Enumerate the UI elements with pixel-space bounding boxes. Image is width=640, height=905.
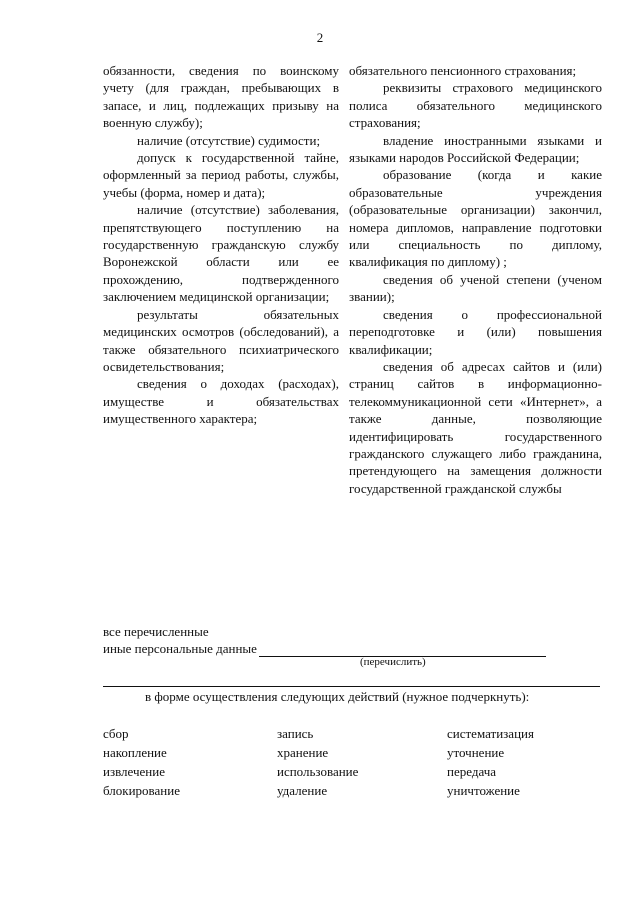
paragraph: владение иностранными языками и языками народов Российской Федерации; [349,132,602,166]
action-option[interactable]: сбор [103,726,129,741]
action-option[interactable]: передача [447,764,496,779]
left-column [103,62,339,428]
action-option[interactable]: удаление [277,783,328,798]
action-option[interactable]: извлечение [103,764,165,779]
right-column [349,62,602,497]
page-number: 2 [316,30,324,45]
other-personal-data-block [103,623,546,657]
paragraph: сведения об ученой степени (ученом звании); [349,271,602,305]
actions-column-2 [277,724,358,800]
actions-column-3 [447,724,534,800]
paragraph: сведения об адресах сайтов и (или) страниц сайтов в информационно-телекоммуникационной сети «Интернет», а также данные, позволяющие идентифицировать государственного гражданского служащего либо гражданина, претендующего на замещения должности государственной гражданской службы [349,358,602,496]
action-option[interactable]: накопление [103,745,167,760]
paragraph: обязанности, сведения по воинскому учету (для граждан, пребывающих в запасе, и лиц, подлежащих призыву на военную службу); [103,63,339,131]
action-option[interactable]: блокирование [103,783,180,798]
paragraph: наличие (отсутствие) заболевания, препятствующего поступлению на государственную гражданскую службу Воронежской области или ее прохождению, подтвержденного заключением медицинской организации; [103,202,339,305]
paragraph: реквизиты страхового медицинского полиса обязательного медицинского страхования; [349,80,602,131]
actions-intro: в форме осуществления следующих действий (нужное подчеркнуть): [145,689,530,704]
paragraph: обязательного пенсионного страхования; [349,63,577,78]
all-listed-label: все перечисленные [103,624,209,639]
paragraph: наличие (отсутствие) судимости; [137,132,321,148]
actions-column-1 [103,724,180,800]
paragraph: сведения о доходах (расходах), имуществе и обязательствах имущественного характера; [103,376,339,427]
paragraph: сведения о профессиональной переподготовке и (или) повышения квалификации; [349,306,602,357]
action-option[interactable]: уничтожение [447,783,520,798]
action-option[interactable]: использование [277,764,359,779]
action-option[interactable]: запись [277,726,314,741]
action-option[interactable]: систематизация [447,726,534,741]
paragraph: результаты обязательных медицинских осмотров (обследований), а также обязательного психиатрического освидетельствования; [103,306,339,374]
enumerate-hint: (перечислить) [360,656,426,668]
blank-fill-line[interactable] [103,686,600,687]
action-option[interactable]: хранение [277,745,329,760]
paragraph: допуск к государственной тайне, оформленный за период работы, службы, учебы (форма, номер и дата); [103,150,339,200]
action-option[interactable]: уточнение [447,745,505,760]
paragraph: образование (когда и какие образовательные учреждения (образовательные организации) закончил, номера дипломов, направление подготовки или специальность по диплому, квалификация по диплому) ; [349,167,602,270]
other-data-label: иные персональные данные [103,641,257,656]
